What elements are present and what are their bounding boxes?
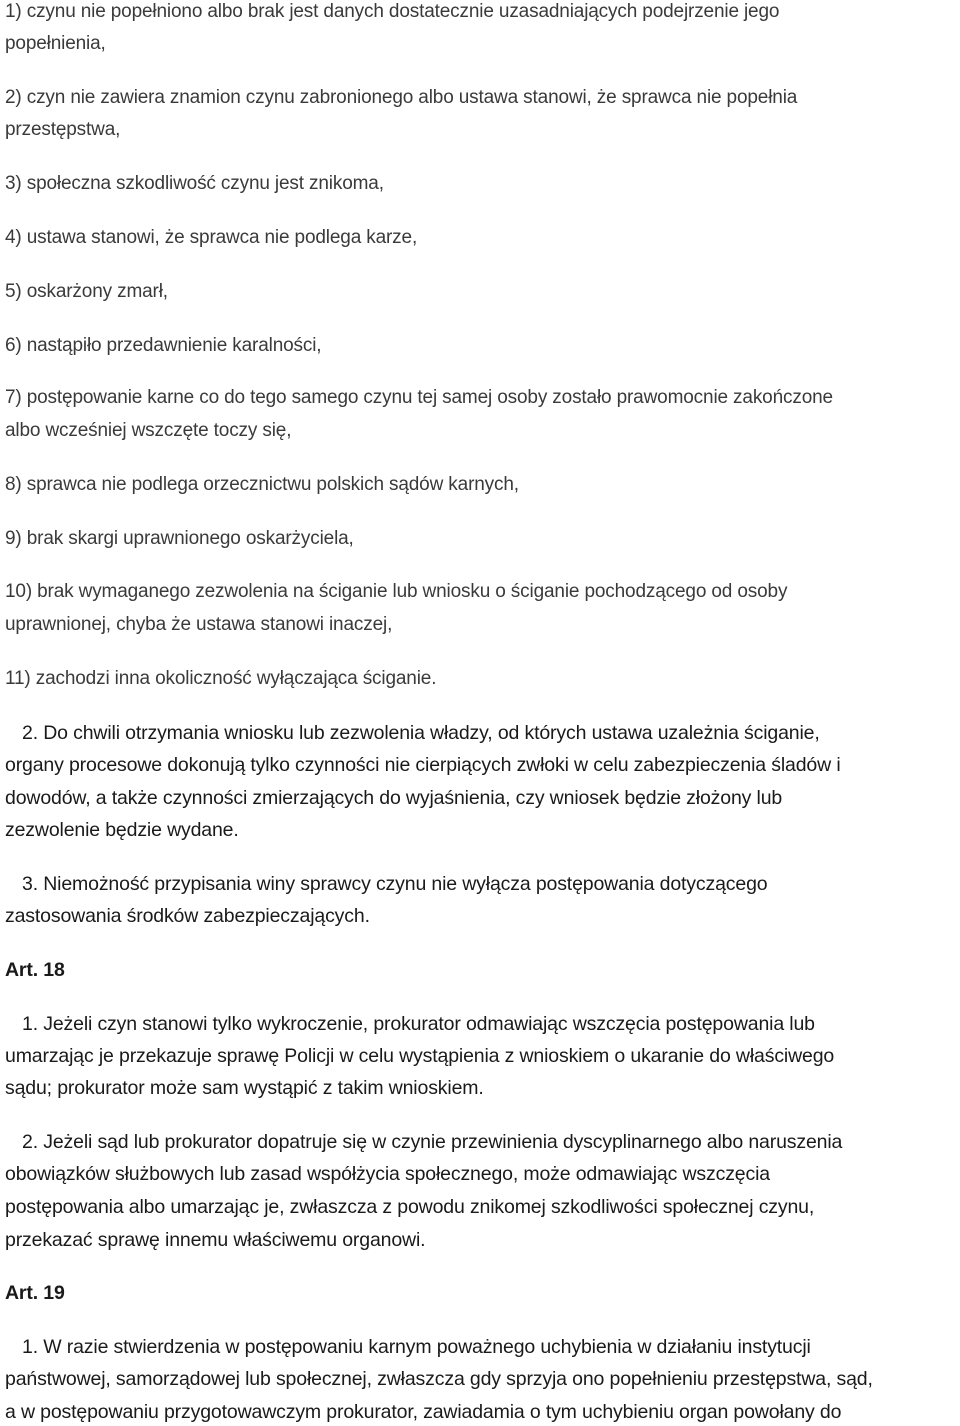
para-3-line-2: zastosowania środków zabezpieczających.	[5, 905, 370, 927]
item-8: 8) sprawca nie podlega orzecznictwu polskich sądów karnych,	[5, 474, 519, 495]
art18-para-2-line-3: postępowania albo umarzając je, zwłaszcza z powodu znikomej szkodliwości społecznej czynu,	[5, 1196, 815, 1218]
item-7-line-1: 7) postępowanie karne co do tego samego czynu tej samej osoby zostało prawomocnie zakończone	[5, 387, 833, 408]
art19-para-1-line-1: 1. W razie stwierdzenia w postępowaniu karnym poważnego uchybienia w działaniu instytucji	[22, 1336, 811, 1358]
para-3-line-1: 3. Niemożność przypisania winy sprawcy czynu nie wyłącza postępowania dotyczącego	[22, 873, 768, 895]
item-1-line-2: popełnienia,	[5, 33, 106, 54]
item-2-line-2: przestępstwa,	[5, 119, 121, 140]
para-2-line-3: dowodów, a także czynności zmierzających do wyjaśnienia, czy wniosek będzie złożony lub	[5, 787, 783, 809]
item-11: 11) zachodzi inna okoliczność wyłączająca ściganie.	[5, 668, 437, 689]
item-7-line-2: albo wcześniej wszczęte toczy się,	[5, 420, 292, 441]
art18-para-1-line-1: 1. Jeżeli czyn stanowi tylko wykroczenie, prokurator odmawiając wszczęcia postępowania lub	[22, 1013, 815, 1035]
item-1-line-1: 1) czynu nie popełniono albo brak jest danych dostatecznie uzasadniających podejrzenie jego	[5, 1, 780, 22]
item-9: 9) brak skargi uprawnionego oskarżyciela,	[5, 528, 354, 549]
item-4: 4) ustawa stanowi, że sprawca nie podlega karze,	[5, 227, 418, 248]
article-18-heading: Art. 18	[5, 959, 65, 981]
item-10-line-2: uprawnionej, chyba że ustawa stanowi inaczej,	[5, 614, 393, 635]
item-2-line-1: 2) czyn nie zawiera znamion czynu zabronionego albo ustawa stanowi, że sprawca nie popełnia	[5, 87, 798, 108]
art18-para-2-line-4: przekazać sprawę innemu właściwemu organowi.	[5, 1229, 426, 1251]
art18-para-2-line-1: 2. Jeżeli sąd lub prokurator dopatruje się w czynie przewinienia dyscyplinarnego albo naruszenia	[22, 1131, 843, 1153]
art18-para-1-line-3: sądu; prokurator może sam wystąpić z takim wnioskiem.	[5, 1077, 484, 1099]
item-5: 5) oskarżony zmarł,	[5, 281, 168, 302]
article-19-heading: Art. 19	[5, 1282, 65, 1304]
para-2-line-2: organy procesowe dokonują tylko czynności nie cierpiących zwłoki w celu zabezpieczenia śladów i	[5, 754, 841, 776]
item-10-line-1: 10) brak wymaganego zezwolenia na ściganie lub wniosku o ściganie pochodzącego od osoby	[5, 581, 788, 602]
art18-para-2-line-2: obowiązków służbowych lub zasad współżycia społecznego, może odmawiając wszczęcia	[5, 1163, 770, 1185]
art19-para-1-line-3: a w postępowaniu przygotowawczym prokurator, zawiadamia o tym uchybieniu organ powołany do	[5, 1401, 842, 1423]
art19-para-1-line-2: państwowej, samorządowej lub społecznej, zwłaszcza gdy sprzyja ono popełnieniu przestępstwa, sąd,	[5, 1368, 873, 1390]
item-3: 3) społeczna szkodliwość czynu jest znikoma,	[5, 173, 384, 194]
para-2-line-4: zezwolenie będzie wydane.	[5, 819, 239, 841]
para-2-line-1: 2. Do chwili otrzymania wniosku lub zezwolenia władzy, od których ustawa uzależnia ściganie,	[22, 722, 820, 744]
item-6: 6) nastąpiło przedawnienie karalności,	[5, 335, 322, 356]
art18-para-1-line-2: umarzając je przekazuje sprawę Policji w celu wystąpienia z wnioskiem o ukaranie do właściwego	[5, 1045, 835, 1067]
